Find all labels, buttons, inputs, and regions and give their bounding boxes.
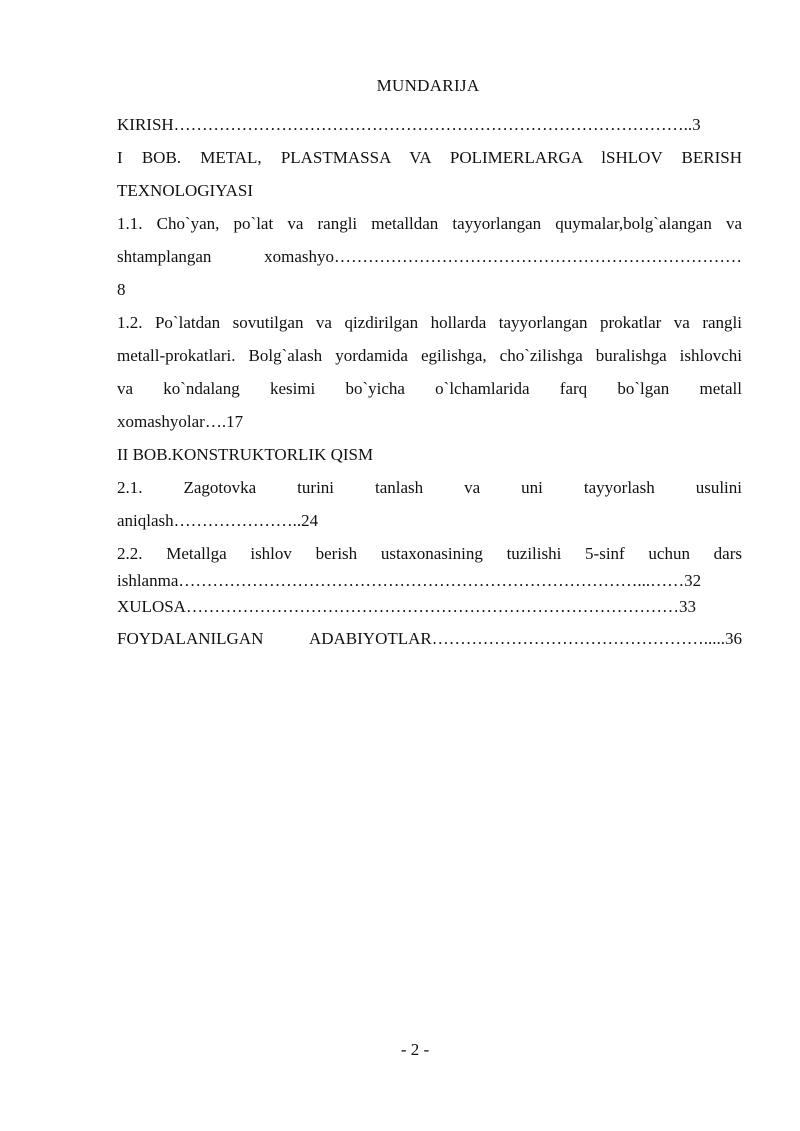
toc-line: XULOSA……………………………………………………………………………33: [117, 597, 696, 616]
toc-line: I BOB. METAL, PLASTMASSA VA POLIMERLARGA lSHLOV BERISH: [117, 148, 742, 167]
toc-line: metall-prokatlari. Bolg`alash yordamida egilishga, cho`zilishga buralishga ishlovchi: [117, 346, 742, 365]
toc-line: TEXNOLOGIYASI: [117, 181, 253, 200]
toc-line: 1.1. Cho`yan, po`lat va rangli metalldan tayyorlangan quymalar,bolg`alangan va: [117, 214, 742, 233]
toc-entry-1-1: [117, 207, 742, 306]
toc-entry-bob-1: [117, 141, 742, 207]
toc-line: 2.2. Metallga ishlov berish ustaxonasining tuzilishi 5-sinf uchun dars: [117, 544, 742, 563]
toc-line: 2.1. Zagotovka turini tanlash va uni tayyorlash usulini: [117, 478, 742, 497]
toc-line: ishlanma………………………………………………………………………...……32: [117, 571, 702, 590]
toc-entry-2-2: [117, 537, 742, 592]
toc-entry-xulosa: [117, 592, 742, 622]
page-title: MUNDARIJA: [376, 76, 480, 95]
toc-line: 1.2. Po`latdan sovutilgan va qizdirilgan hollarda tayyorlangan prokatlar va rangli: [117, 313, 742, 332]
toc-entry-kirish: [117, 108, 742, 141]
toc-line: KIRISH………………………………………………………………………………..3: [117, 115, 701, 134]
toc-entry-2-1: [117, 471, 742, 537]
toc-entry-1-2: [117, 306, 742, 438]
toc-line: shtamplangan xomashyo………………………………………………………………: [117, 247, 742, 266]
toc-line: II BOB.KONSTRUKTORLIK QISM: [117, 445, 374, 464]
page-number: - 2 -: [400, 1040, 430, 1059]
toc-line: aniqlash…………………..24: [117, 511, 319, 530]
toc-line: xomashyolar….17: [117, 412, 244, 431]
toc-line: va ko`ndalang kesimi bo`yicha o`lchamlarida farq bo`lgan metall: [117, 379, 742, 398]
toc-line: FOYDALANILGAN ADABIYOTLAR………………………………………….....36: [117, 629, 742, 648]
toc-entry-bob-2: [117, 438, 742, 471]
table-of-contents: [117, 108, 742, 655]
toc-page-number: 8: [117, 280, 126, 299]
toc-entry-adabiyotlar: [117, 622, 742, 655]
